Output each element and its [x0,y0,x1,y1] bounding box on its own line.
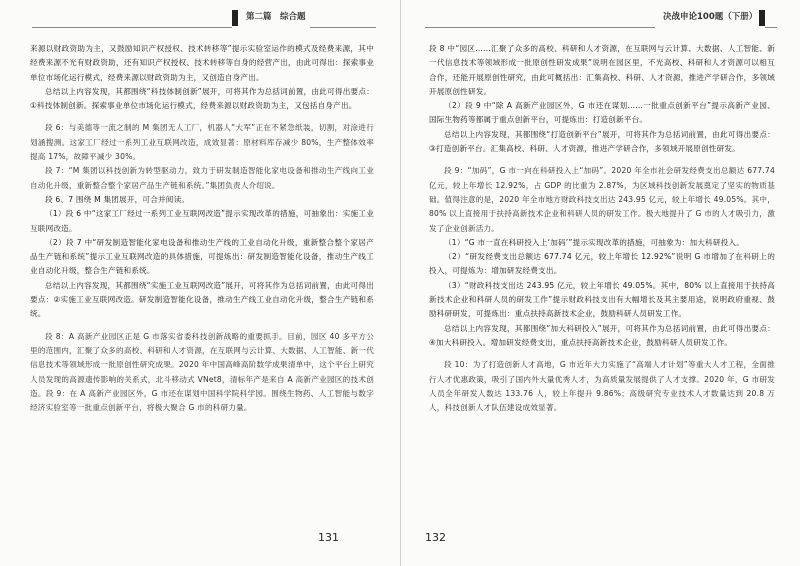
page-number: 131 [318,531,339,544]
header-rule [765,27,777,28]
header-marker [759,10,765,26]
paragraph: （2）“研发经费支出总额达 677.74 亿元，较上年增长 12.92%”说明 G 市增加了在科研上的投入，可提炼为：增加研发经费支出。 [429,252,775,276]
paragraph: （3）“财政科技支出达 243.95 亿元，较上年增长 49.05%。其中，80% 以上直接用于扶持高新技术企业和科研人员的研发工作”提示财政科技支出有大幅增长及其主要用途，说明政府重视、鼓励科研研发，可提炼出：重点扶持高新技术企业，鼓励科研人员研发工作。 [429,280,775,319]
right-page-body [429,42,775,415]
header-rule [32,27,232,28]
left-page-body [30,42,374,415]
paragraph: 总结以上内容发现，其都围绕“科技体制创新”展开，可将其作为总括词前置，由此可得出要点：①科技体制创新。探索事业单位市场化运行模式，经费来源以财政资助为主，又包括自身产出。 [30,86,374,111]
header-marker [232,10,238,26]
page-number: 132 [425,531,446,544]
paragraph: 来源以财政资助为主，又鼓励知识产权授权、技术转移等”提示实验室运作的模式及经费来源，其中经费来源不光有财政资助，还有知识产权授权、技术转移等自身的经营产出，由此可得出：探索事业单位市场化运行模式，经费来源以财政资助为主，又创造自身产出。 [30,44,374,82]
paragraph: （1）段 6 中“这家工厂经过一系列工业互联网改造”提示实现改革的措施，可抽象出：实施工业互联网改造。 [30,209,374,233]
source-paragraph: 段 7：“M 集团以科技创新为转型驱动力，致力于研发制造智能化家电设备和推动生产线向工业自动化升级，重新整合整个家居产品生产链和系统。”集团负责人介绍说。 [30,166,374,190]
paragraph: 段 6、7 围绕 M 集团展开，可合并阅读。 [45,194,190,204]
paragraph: （2）段 7 中“研发制造智能化家电设备和推动生产线的工业自动化升级，重新整合整个家居产品生产链和系统”提示工业互联网改造的具体措施，可提炼出：研发制造智能化设备，推动生产线工业自动化升级，整合生产链和系统。 [30,237,374,276]
paragraph: （1）“G 市一直在科研投入上‘加码’”提示实现改革的措施，可抽象为：加大科研投入。 [444,237,745,247]
header-rule [425,27,655,28]
paragraph: 总结以上内容发现，其都围绕“加大科研投入”展开，可将其作为总括词前置，由此可得出要点：④加大科研投入。增加研发经费支出，重点扶持高新技术企业，鼓励科研人员研发工作。 [429,323,775,347]
source-paragraph: 段 6：与美德等一流之制的 M 集团无人工厂，机器人“大军”正在不紧急纸装，切割，对涂进行划涵搜测。这家工厂经过一系列工业互联网改造，成效显著：原材料库存减少 80%，生产整体效率提高 17%，故障平减少 30%。 [30,123,374,162]
source-paragraph: 段 8：A 高新产业园区正是 G 市落实省委科技创新战略的重要抓手。目前，园区 40 多平方公里的范围内，汇聚了众多的高校、科研和人才资源，在互联网与云计算、大数据、人工智能、新一代信息技术等领域形成一批原创性研究成果。2020 年中国高峰高阶数学成果清单中，这个平台上研究人员发现的高源遗传影响的关系式，北斗移动式 VNet8，清标年产是来自 A 高新产业园区的技术创造。段 9：在 A 高新产业园区外，G 市还在谋划中国科学院科学园。围绕生物药、人工智能与数字经济实验室等一批重点创新平台，将极大聚合 G 市的科研力量。 [30,331,374,413]
header-rule [310,27,376,28]
paragraph: 总结以上内容发现，其都围绕“打造创新平台”展开，可将其作为总括词前置，由此可得出要点：③打造创新平台。汇集高校、科研、人才资源，推进产学研合作，多领域开展原创性研发。 [429,129,775,154]
right-page [400,0,800,566]
paragraph: 段 8 中“园区……汇聚了众多的高校、科研和人才资源，在互联网与云计算、大数据、人工智能、新一代信息技术等领域形成一批原创性研发成果”说明在园区里，不光高校、科研和人才资源可以相互合作，还能开展原创性研究，由此可概括出：汇集高校、科研、人才资源，推进产学研合作，多领域开展原创性研发。 [429,44,775,96]
source-paragraph: 段 10：为了打造创新人才高地，G 市近年大力实施了“高端人才计划”等重大人才工程，全面推行人才优惠政策，吸引了国内外大量优秀人才，为高质量发展提供了人才支撑。2020 年，G 市研发人员全年研发人数达 133.76 人，较上年提升 9.86%；高级研究专业技术人才数量达到 20.8 万人，科技创新人才队伍建设成效显著。 [429,360,775,413]
paragraph: 总结以上内容发现，其都围绕“实施工业互联网改造”展开，可将其作为总括词前置，由此可得出要点：②实施工业互联网改造。研发制造智能化设备，推动生产线工业自动化升级，整合生产链和系统。 [30,280,374,319]
header-part-title: 第二篇 综合题 [246,12,306,22]
paragraph: （2）段 9 中“除 A 高新产业园区外，G 市还在谋划……一批重点创新平台”提示高新产业园、国际生物药等都属于重点创新平台，可提炼出：打造创新平台。 [429,101,775,125]
source-paragraph: 段 9：“加码”，G 市一向在科研投入上“加码”。2020 年全市社会研发经费支出总额达 677.74 亿元，较上年增长 12.92%，占 GDP 的比重为 2.87%，为区域科技创新发展奠定了坚实的物质基础。值得注意的是，2020 年全市地方财政科技支出达 243.95 亿元，较上年增长 49.05%。其中，80% 以上直接用于扶持高新技术企业和科研人员的研发工作。极大地提升了 G 市的人才吸引力，激发了企业创新活力。 [429,166,775,233]
header-book-title: 决战申论100题（下册） [663,12,758,22]
